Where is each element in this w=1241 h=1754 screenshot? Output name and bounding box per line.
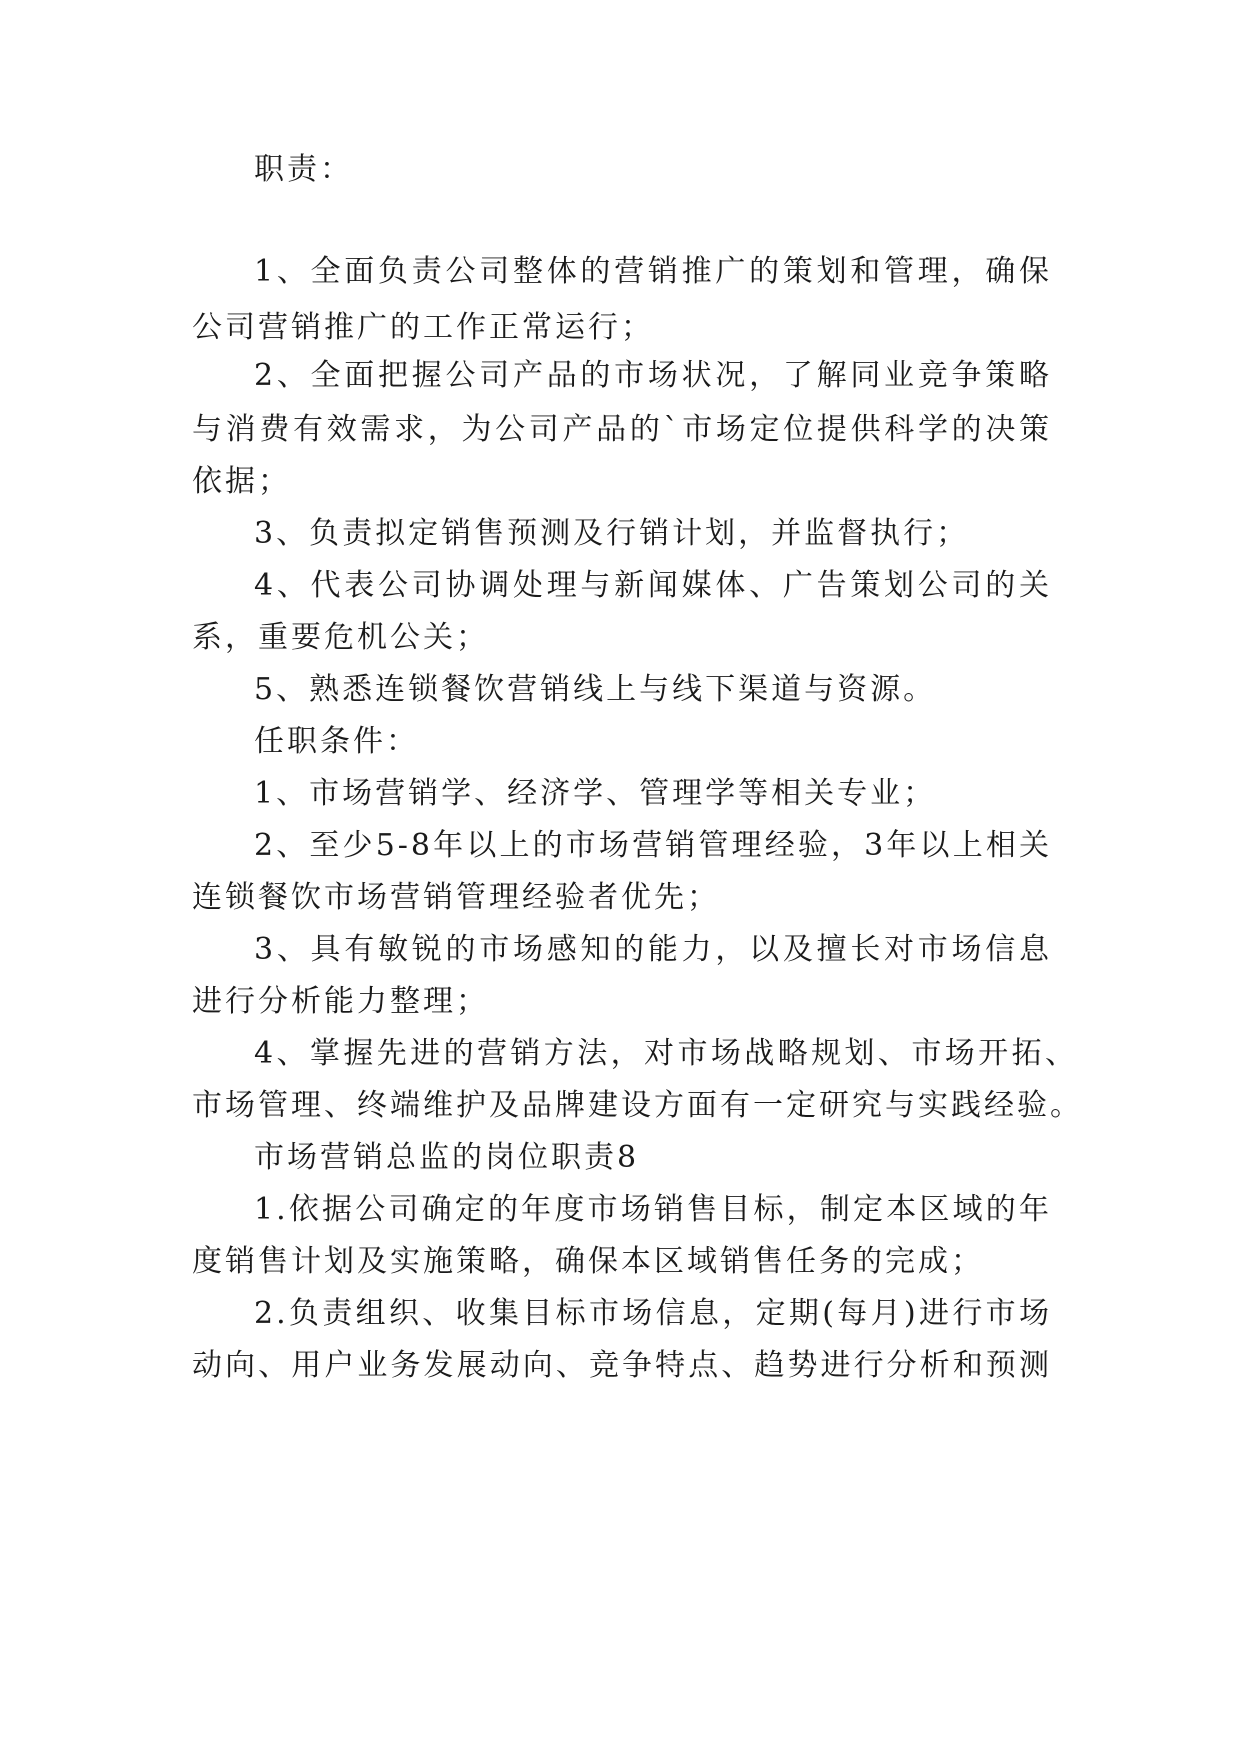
paragraph-line: 2、至少5-8年以上的市场营销管理经验，3年以上相关 (254, 828, 1052, 863)
paragraph-line: 系，重要危机公关； (192, 620, 489, 655)
paragraph-line: 度销售计划及实施策略，确保本区域销售任务的完成； (192, 1244, 984, 1279)
section-heading-duties: 职责： (254, 152, 353, 187)
paragraph-line: 3、具有敏锐的市场感知的能力，以及擅长对市场信息 (254, 932, 1052, 967)
paragraph-line: 1、全面负责公司整体的营销推广的策划和管理，确保 (254, 254, 1052, 289)
paragraph-line: 4、代表公司协调处理与新闻媒体、广告策划公司的关 (254, 568, 1052, 603)
paragraph-line: 公司营销推广的工作正常运行； (192, 310, 654, 345)
paragraph-line: 1、市场营销学、经济学、管理学等相关专业； (254, 776, 937, 811)
paragraph-line: 进行分析能力整理； (192, 984, 489, 1019)
paragraph-line: 与消费有效需求，为公司产品的`市场定位提供科学的决策 (192, 412, 1052, 447)
paragraph-line: 4、掌握先进的营销方法，对市场战略规划、市场开拓、 (254, 1036, 1078, 1071)
paragraph-line: 动向、用户业务发展动向、竞争特点、趋势进行分析和预测 (192, 1348, 1052, 1383)
section-heading-post: 市场营销总监的岗位职责8 (254, 1140, 640, 1175)
paragraph-line: 连锁餐饮市场营销管理经验者优先； (192, 880, 720, 915)
paragraph-line: 2、全面把握公司产品的市场状况，了解同业竞争策略 (254, 358, 1052, 393)
section-heading-requirements: 任职条件： (254, 724, 419, 759)
paragraph-line: 5、熟悉连锁餐饮营销线上与线下渠道与资源。 (254, 672, 937, 707)
paragraph-line: 2.负责组织、收集目标市场信息，定期(每月)进行市场 (254, 1296, 1052, 1331)
paragraph-line: 3、负责拟定销售预测及行销计划，并监督执行； (254, 516, 970, 551)
paragraph-line: 依据； (192, 464, 291, 499)
paragraph-line: 市场管理、终端维护及品牌建设方面有一定研究与实践经验。 (192, 1088, 1083, 1123)
paragraph-line: 1.依据公司确定的年度市场销售目标，制定本区域的年 (254, 1192, 1052, 1227)
